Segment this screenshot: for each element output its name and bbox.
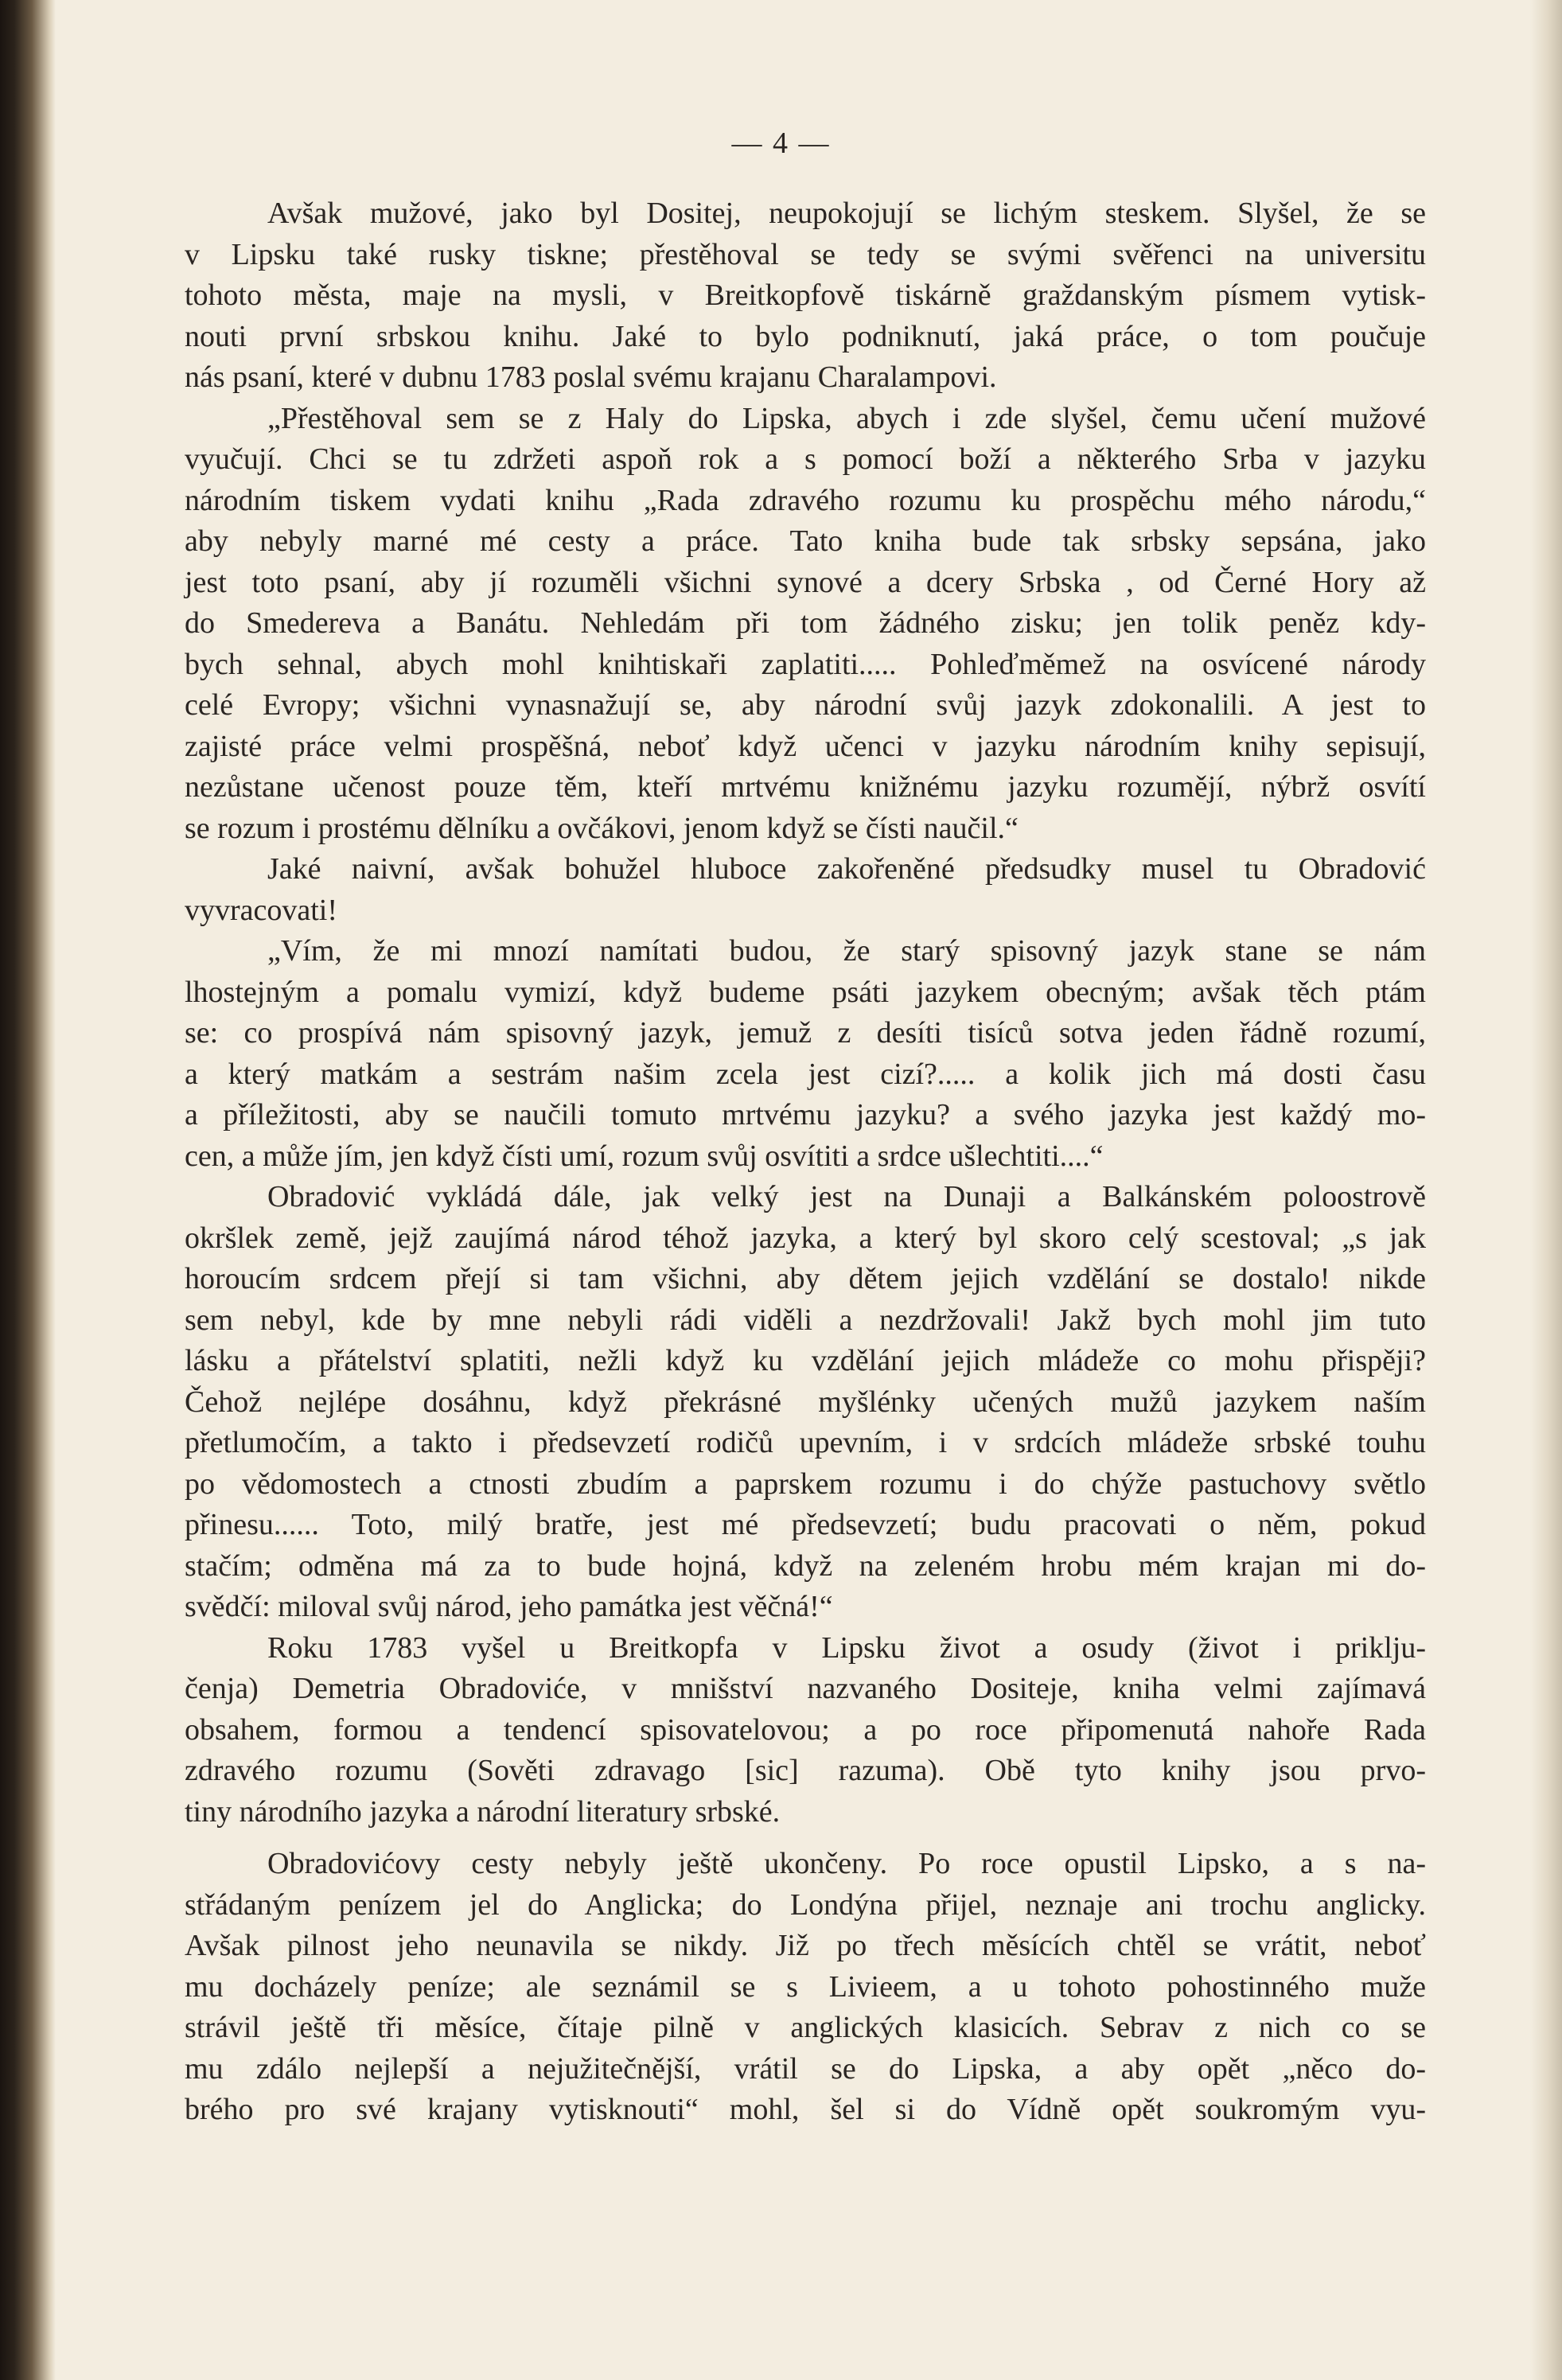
text-line: „Vím, že mi mnozí namítati budou, že starý spisovný jazyk stane se nám [267,934,1426,968]
text-line: bych sehnal, abych mohl knihtiskaři zaplatiti..... Pohleďměmež na osvícené národy [185,647,1426,681]
page-edge [1530,0,1562,2380]
text-line: mu zdálo nejlepší a nejužitečnější, vrátil se do Lipska, a aby opět „něco do- [185,2051,1426,2086]
text-line: nás psaní, které v dubnu 1783 poslal svému krajanu Charalampovi. [185,360,997,394]
text-line: Obradović vykládá dále, jak velký jest na Dunaji a Balkánském poloostrově [267,1180,1426,1213]
text-line: a příležitosti, aby se naučili tomuto mrtvému jazyku? a svého jazyka jest každý mo- [185,1098,1426,1132]
text-line: Čehož nejlépe dosáhnu, když překrásné myšlénky učených mužů jazykem naším [185,1385,1426,1419]
text-line: se rozum i prostému dělníku a ovčákovi, jenom když se čísti naučil.“ [185,811,1019,845]
text-line: a který matkám a sestrám našim zcela jest cizí?..... a kolik jich má dosti času [185,1057,1426,1091]
text-line: Avšak mužové, jako byl Dositej, neupokojují se lichým steskem. Slyšel, že se [267,197,1426,230]
text-line: tiny národního jazyka a národní literatury srbské. [185,1794,781,1829]
text-line: čenja) Demetria Obradoviće, v mnišství nazvaného Dositeje, kniha velmi zajímavá [185,1672,1426,1705]
text-line: zdravého rozumu (Sověti zdravago [sic] razuma). Obě tyto knihy jsou prvo- [185,1754,1426,1787]
page-binding-shadow [0,0,56,2380]
text-line: nouti první srbskou knihu. Jaké to bylo podniknutí, jaká práce, o tom poučuje [185,319,1426,353]
text-line: Roku 1783 vyšel u Breitkopfa v Lipsku život a osudy (život i priklju- [267,1630,1426,1665]
text-line: Jaké naivní, avšak bohužel hluboce zakořeněné předsudky musel tu Obradović [267,852,1426,886]
text-line: v Lipsku také rusky tiskne; přestěhoval se tedy se svými svěřenci na universitu [185,237,1426,271]
text-line: stačím; odměna má za to bude hojná, když na zeleném hrobu mém krajan mi do- [185,1548,1426,1583]
text-line: vyučují. Chci se tu zdržeti aspoň rok a s pomocí boží a některého Srba v jazyku [185,442,1426,476]
text-line: horoucím srdcem přejí si tam všichni, aby dětem jejich vzdělání se dostalo! nikde [185,1262,1426,1295]
text-line: přinesu...... Toto, milý bratře, jest mé předsevzetí; budu pracovati o něm, pokud [185,1508,1426,1541]
text-line: cen, a může jím, jen když čísti umí, rozum svůj osvítiti a srdce ušlechtiti....“ [185,1139,1104,1173]
text-line: Avšak pilnost jeho neunavila se nikdy. Již po třech měsících chtěl se vrátit, neboť [185,1929,1426,1962]
text-line: jest toto psaní, aby jí rozuměli všichni synové a dcery Srbska , od Černé Hory až [185,565,1426,599]
text-line: okršlek země, jejž zaujímá národ téhož jazyka, a který byl skoro celý scestoval; „s jak [185,1221,1426,1255]
text-line: aby nebyly marné mé cesty a práce. Tato kniha bude tak srbsky sepsána, jako [185,524,1426,558]
text-line: se: co prospívá nám spisovný jazyk, jemuž z desíti tisíců sotva jeden řádně rozumí, [185,1016,1426,1050]
text-line: vyvracovati! [185,893,338,927]
text-line: brého pro své krajany vytisknouti“ mohl, šel si do Vídně opět soukromým vyu- [185,2093,1426,2126]
text-line: strávil ještě tři měsíce, čítaje pilně v anglických klasicích. Sebrav z nich co se [185,2011,1426,2044]
text-line: zajisté práce velmi prospěšná, neboť když učenci v jazyku národním knihy sepisují, [185,729,1426,763]
text-line: po vědomostech a ctnosti zbudím a paprskem rozumu i do chýže pastuchovy světlo [185,1467,1426,1501]
text-line: „Přestěhoval sem se z Haly do Lipska, abych i zde slyšel, čemu učení mužové [267,401,1426,435]
body-text [185,193,1426,2131]
text-line: sem nebyl, kde by mne nebyli rádi viděli a nezdržovali! Jakž bych mohl jim tuto [185,1303,1426,1337]
text-line: svědčí: miloval svůj národ, jeho památka jest věčná!“ [185,1590,833,1623]
text-line: celé Evropy; všichni vynasnažují se, aby národní svůj jazyk zdokonalili. A jest to [185,688,1426,722]
text-line: národním tiskem vydati knihu „Rada zdravého rozumu ku prospěchu mého národu,“ [185,483,1426,517]
text-line: lhostejným a pomalu vymizí, když budeme psáti jazykem obecným; avšak těch ptám [185,975,1426,1009]
text-line: lásku a přátelství splatiti, nežli když ku vzdělání jejich mládeže co mohu přispěji? [185,1344,1426,1377]
text-line: Obradovićovy cesty nebyly ještě ukončeny. Po roce opustil Lipsko, a s na- [267,1847,1426,1880]
text-line: tohoto města, maje na mysli, v Breitkopfově tiskárně graždanským písmem vytisk- [185,279,1426,312]
page-number: — 4 — [731,127,831,160]
text-line: střádaným penízem jel do Anglicka; do Londýna přijel, neznaje ani trochu anglicky. [185,1887,1426,1922]
text-line: přetlumočím, a takto i předsevzetí rodičů upevním, i v srdcích mládeže srbské touhu [185,1426,1426,1459]
text-line: do Smedereva a Banátu. Nehledám při tom žádného zisku; jen tolik peněz kdy- [185,606,1426,640]
text-line: nezůstane učenost pouze těm, kteří mrtvému knižnému jazyku rozumějí, nýbrž osvítí [185,770,1426,804]
text-line: mu docházely peníze; ale seznámil se s Livieem, a u tohoto pohostinného muže [185,1969,1426,2004]
text-line: obsahem, formou a tendencí spisovatelovou; a po roce připomenutá nahoře Rada [185,1712,1426,1747]
